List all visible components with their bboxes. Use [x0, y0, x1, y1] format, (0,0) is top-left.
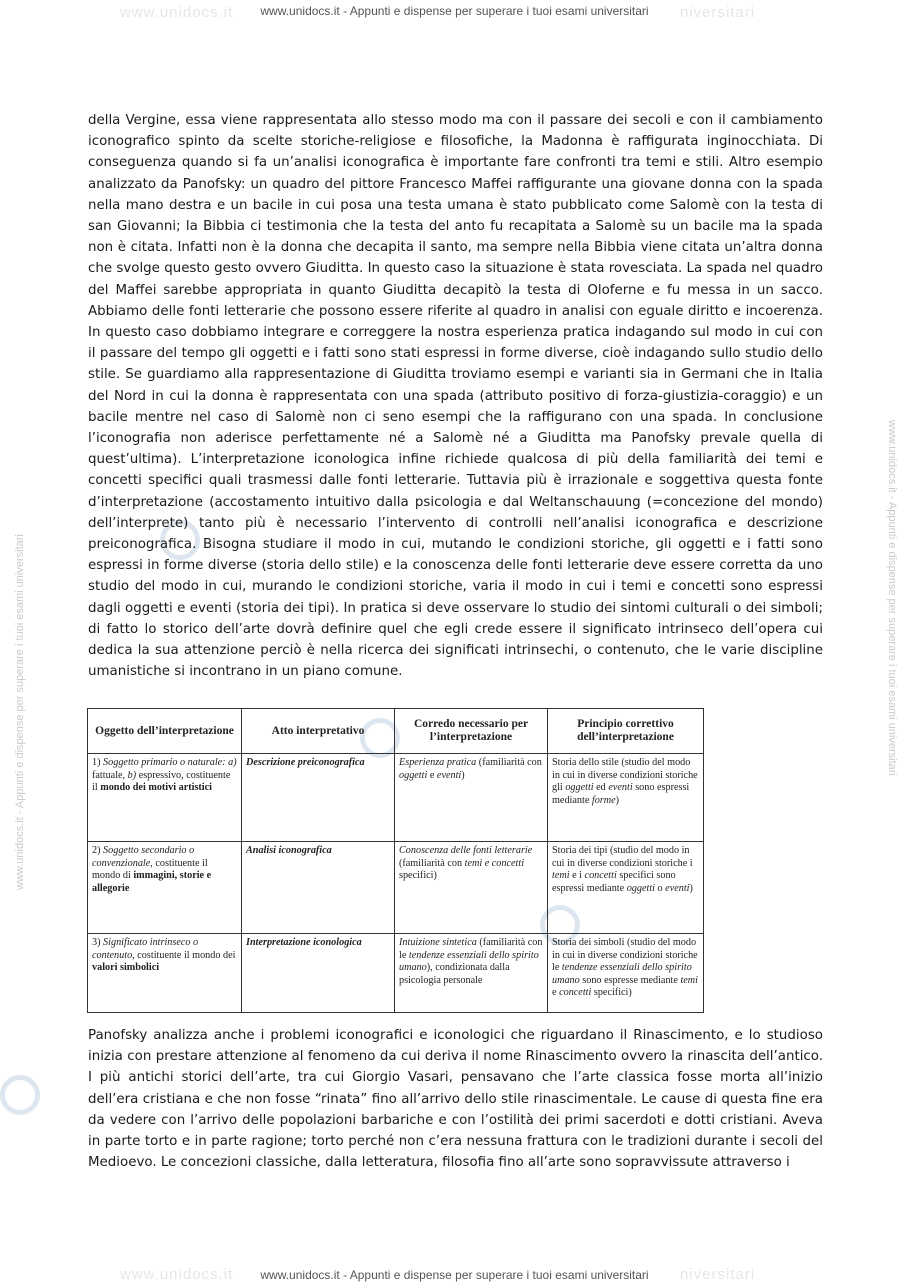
cell-text-italic: eventi [608, 782, 633, 793]
row-number: 1) [92, 757, 104, 768]
cell-text: espressivo, costituente il [92, 769, 231, 793]
cell-text: e i [569, 870, 585, 881]
table-header: Atto interpretativo [242, 709, 395, 754]
watermark-ghost-left: www.unidocs.it [120, 4, 234, 21]
table-cell-act: Descrizione preiconografica [242, 754, 395, 842]
cell-text: specifici) [591, 987, 632, 998]
cell-text: specifici) [399, 870, 437, 881]
row-number: 2) [92, 845, 104, 856]
header-watermark: www.unidocs.it - Appunti e dispense per superare i tuoi esami universitari [260, 4, 649, 18]
table-header: Corredo necessario per l’interpretazione [395, 709, 548, 754]
cell-text: costituente il mondo di [92, 857, 208, 881]
table-row [88, 842, 704, 934]
watermark-ghost-right: niversitari [680, 1266, 756, 1283]
cell-text-bold: mondo dei motivi artistici [100, 782, 212, 793]
cell-text-bold: valori simbolici [92, 962, 160, 973]
cell-text-italic: oggetti [399, 769, 428, 781]
cell-text-italic: concetti [584, 870, 617, 881]
table-header-row [88, 709, 704, 754]
table-cell-act: Analisi iconografica [242, 842, 395, 934]
cell-text: (familiarità con le [399, 937, 543, 961]
cell-text: specifici sono espressi mediante [552, 870, 676, 894]
cell-text: ) [461, 769, 465, 781]
row-number: 3) [92, 937, 104, 948]
cell-text: Storia dei simboli (studio del modo in cui in diverse condizioni storiche le [552, 937, 698, 973]
cell-text-italic: Soggetto secondario o convenzionale, [92, 845, 195, 869]
cell-text-italic: oggetti [565, 782, 594, 793]
table-cell-object [88, 754, 242, 842]
table-cell-principle [548, 754, 704, 842]
cell-text-italic: concetti [559, 987, 592, 998]
cell-text: ), condizionata dalla psicologia personale [399, 962, 510, 986]
table-row [88, 934, 704, 1013]
cell-text: sono espressi mediante [552, 782, 690, 806]
cell-text-italic: Esperienza pratica [399, 757, 477, 768]
unidocs-logo-icon [0, 1075, 40, 1115]
cell-text: ) [615, 794, 620, 806]
table-cell-equipment [395, 754, 548, 842]
cell-text: sono espresse mediante [579, 974, 681, 986]
cell-text-italic: eventi [436, 769, 462, 781]
cell-text-italic: temi e concetti [464, 857, 525, 869]
cell-text-italic: eventi [665, 882, 690, 894]
table-header: Principio correttivo dell’interpretazione [548, 709, 704, 754]
cell-text-italic: forme [591, 794, 616, 806]
cell-text: (familiarità con [476, 757, 542, 768]
table-cell-principle [548, 842, 704, 934]
cell-text-italic: b) [127, 769, 137, 781]
cell-text-italic: temi [552, 870, 570, 881]
cell-text: e [427, 769, 437, 781]
watermark-ghost-right: niversitari [680, 4, 756, 21]
cell-text: ) [689, 882, 693, 894]
interpretation-table [87, 708, 704, 1013]
table-cell-object [88, 842, 242, 934]
side-watermark-right: www.unidocs.it - Appunti e dispense per superare i tuoi esami universitari [886, 420, 898, 776]
cell-text-italic: tendenze essenziali dello spirito umano [399, 949, 539, 973]
table-cell-equipment [395, 934, 548, 1013]
cell-text: ed [593, 782, 609, 793]
cell-text-italic: Intuizione sintetica [399, 937, 477, 948]
footer-watermark: www.unidocs.it - Appunti e dispense per superare i tuoi esami universitari [260, 1268, 649, 1282]
cell-text-bold: immagini, storie e allegorie [92, 870, 212, 894]
body-paragraph-2: Panofsky analizza anche i problemi iconografici e iconologici che riguardano il Rinascimento, e lo studioso inizia con prestare attenzione al fenomeno da cui deriva il nome Rinascimento ovvero la rinascita dell’antico. I più antichi storici dell’arte, tra cui Giorgio Vasari, pensavano che l’arte classica fosse morta all’inizio dell’era cristiana e che non fosse “rinata” fino all’arrivo dello stile rinascimentale. Le cause di questa fine era da vedere con l’arrivo delle popolazioni barbariche e con l’ostilità dei primi sacerdoti e dotti cristiani. Aveva in parte torto e in parte ragione; torto perché non c’era nessuna frattura con le tradizioni durante i secoli del Medioevo. Le concezioni classiche, dalla letteratura, filosofia fino all’arte sono sopravvissute attraverso i [88, 1028, 823, 1171]
cell-text-italic: tendenze essenziali dello spirito umano [552, 962, 692, 986]
side-watermark-left: www.unidocs.it - Appunti e dispense per superare i tuoi esami universitari [14, 534, 26, 890]
cell-text: o [654, 882, 666, 894]
cell-text-italic: temi [680, 974, 698, 986]
cell-text-italic: oggetti [626, 882, 655, 894]
table-header: Oggetto dell’interpretazione [88, 709, 242, 754]
body-paragraph-1: della Vergine, essa viene rappresentata allo stesso modo ma con il passare dei secoli e con il cambiamento iconografico spinto da scelte storiche-religiose e filosofiche, la Madonna è raffigurata inginocchiata. Di conseguenza quando si fa un’analisi iconografica è importante fare confronti tra temi e stili. Altro esempio analizzato da Panofsky: un quadro del pittore Francesco Maffei raffigurante una giovane donna con la spada nella mano destra e un bacile in cui posa una testa umana è stato pubblicato come Salomè con la testa di san Giovanni; la Bibbia ci testimonia che la testa del anto fu recapitata a Salomè su un bacile ma la spada non è citata. Infatti non è la donna che decapita il santo, ma sempre nella Bibbia viene citata un’altra donna che svolge questo gesto ovvero Giuditta. In questo caso la situazione è stata rovesciata. La spada nel quadro del Maffei sarebbe appropriata in quanto Giuditta decapitò la testa di Oloferne e fu messa in un sacco. Abbiamo delle fonti letterarie che possono essere riferite al quadro in analisi con eguale diritto e incoerenza. In questo caso dobbiamo integrare e correggere la nostra esperienza pratica indagando sul modo in cui con il passare del tempo gli oggetti e i fatti sono stati espressi in forme diverse, cioè indagando sullo studio dello stile. Se guardiamo alla rappresentazione di Giuditta troviamo esempi e varianti sia in Germani che in Italia del Nord in cui la donna è rappresentata con una spada (attributo positivo di forza-giustizia-coraggio) e un bacile mentre nel caso di Salomè non ci seno esempi che la raffigurano con una spada. In conclusione l’iconografia non aderisce perfettamente né a Salomè né a Giuditta ma Panofsky prevale quella di quest’ultima). L’interpretazione iconologica infine richiede qualcosa di più della familiarità dei temi e concetti specifici quali trasmessi dalle fonti letterarie. Tuttavia più è irrazionale e soggettiva questa fonte d’interpretazione (accostamento intuitivo dalla psicologia e dal Weltanschauung (=concezione del mondo) dell’interprete) tanto più è necessario l’intervento di controlli nell’analisi iconografica e descrizione preiconografica. Bisogna studiare il modo in cui, mutando le condizioni storiche, gli oggetti e i fatti sono espressi in forme diverse (storia dello stile) e la conoscenza delle fonti letterarie deve essere corretta da uno studio del modo in cui, murando le condizioni storiche, varia il modo in cui i temi e concetti sono espressi dagli oggetti e eventi (storia dei tipi). In pratica si deve osservare lo studio dei sintomi culturali o dei simboli; di fatto lo storico dell’arte dovrà definire quel che egli crede essere il significato intrinseco dell’opera cui dedica la sua attenzione perciò è nella ricerca dei significati intrinsechi, o contenuto, che le varie discipline umanistiche si incontrano in un piano comune. [88, 113, 823, 680]
cell-text: Storia dei tipi (studio del modo in cui in diverse condizioni storiche i [552, 845, 693, 869]
cell-text: (familiarità con [399, 857, 465, 869]
cell-text-italic: Conoscenza delle fonti letterarie [399, 845, 533, 856]
cell-text: costituente il mondo dei [134, 949, 236, 961]
table-cell-object [88, 934, 242, 1013]
table-cell-equipment [395, 842, 548, 934]
cell-text: fattuale, [92, 769, 128, 781]
table-row [88, 754, 704, 842]
table-cell-principle [548, 934, 704, 1013]
cell-text: e [552, 987, 560, 998]
table-cell-act: Interpretazione iconologica [242, 934, 395, 1013]
cell-text-italic: Soggetto primario o naturale: a) [103, 757, 237, 768]
cell-text: Storia dello stile (studio del modo in cui in diverse condizioni storiche gli [552, 757, 698, 793]
watermark-ghost-left: www.unidocs.it [120, 1266, 234, 1283]
cell-text-italic: Significato intrinseco o contenuto, [92, 937, 199, 961]
